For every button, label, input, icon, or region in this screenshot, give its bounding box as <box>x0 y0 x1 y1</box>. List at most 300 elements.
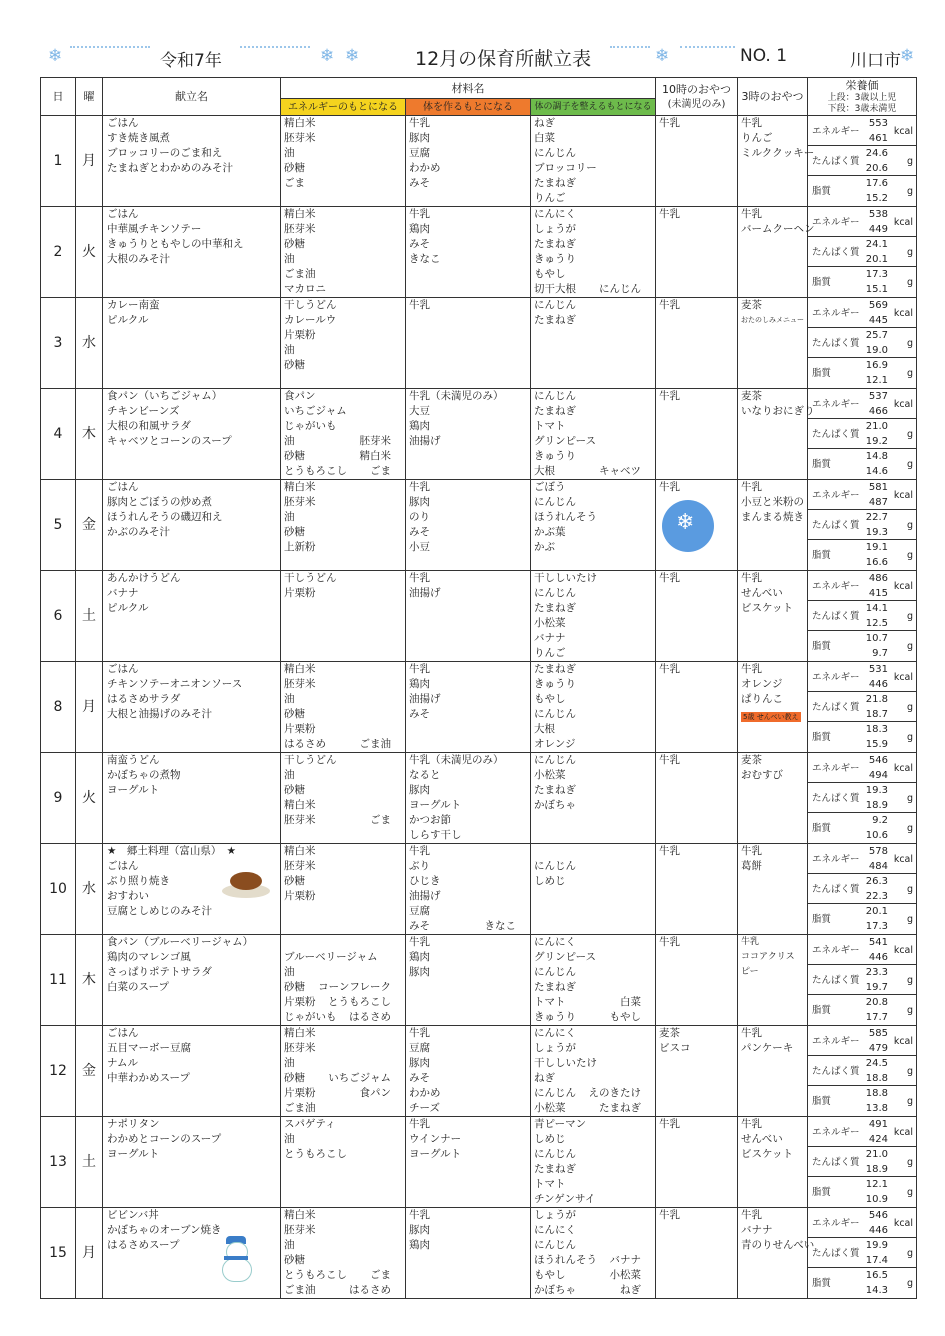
snack-10am <box>656 116 738 207</box>
menu-item: ナポリタン <box>107 1118 160 1130</box>
ingredient-item: 砂糖 <box>284 359 305 371</box>
table-row <box>41 480 917 571</box>
ingredient-item: 鶏肉 <box>409 420 430 432</box>
table-row <box>41 844 917 935</box>
nutrition-values <box>808 298 917 389</box>
ingredient-item: わかめ <box>409 162 441 174</box>
day-of-week: 月 <box>76 1208 103 1299</box>
value-under-3: 9.7 <box>872 648 889 659</box>
snack-item: 麦茶 <box>659 1027 681 1039</box>
nutrition-block <box>808 904 916 934</box>
nutrition-label: たんぱく質 <box>812 156 860 167</box>
snack-item: ココアクリス <box>741 952 795 962</box>
nutrition-block <box>808 146 916 176</box>
value-under-3: 17.7 <box>865 1012 889 1023</box>
value-3yr-plus: 491 <box>868 1119 889 1130</box>
snack-item: 牛乳 <box>741 937 760 947</box>
menu-names <box>103 207 281 298</box>
ingredient-item: しめじ <box>534 875 566 887</box>
table-row <box>41 207 917 298</box>
unit: g <box>906 1005 914 1016</box>
table-row <box>41 1208 917 1299</box>
nutrition-block <box>808 1238 916 1268</box>
nutrition-block <box>808 419 916 449</box>
snack-3pm <box>738 753 808 844</box>
value-3yr-plus: 17.3 <box>865 269 889 280</box>
value-3yr-plus: 18.8 <box>865 1088 889 1099</box>
day-number: 5 <box>41 480 76 571</box>
ingredient-item: 牛乳 <box>409 208 430 220</box>
ingredient-item: にんにく <box>534 208 576 220</box>
nutrition-label: エネルギー <box>812 1218 860 1229</box>
menu-names <box>103 298 281 389</box>
unit: g <box>906 550 914 561</box>
ingredient-item: 豚肉 <box>409 1224 430 1236</box>
body-ingredients <box>406 1208 531 1299</box>
value-under-3: 18.7 <box>865 709 889 720</box>
snack-item: せんべい <box>741 587 783 599</box>
value-3yr-plus: 578 <box>868 846 889 857</box>
snack-3pm <box>738 1117 808 1208</box>
dotted-divider <box>70 46 150 48</box>
value-under-3: 446 <box>868 952 889 963</box>
energy-ingredients <box>281 753 406 844</box>
menu-item: かぼちゃのオーブン焼き <box>107 1224 222 1236</box>
snack-item: 牛乳 <box>741 208 763 220</box>
nutrition-block <box>808 935 916 965</box>
ingredient-item: たまねぎ <box>534 405 576 417</box>
condition-ingredients <box>531 116 656 207</box>
menu-item: ヨーグルト <box>107 1148 160 1160</box>
unit: kcal <box>893 490 914 501</box>
nutrition-label: たんぱく質 <box>812 1248 860 1259</box>
snack-10am <box>656 662 738 753</box>
nutrition-label: 脂質 <box>812 1187 832 1198</box>
snack-item: バナナ <box>741 1224 773 1236</box>
menu-item: 白菜のスープ <box>107 981 169 993</box>
day-of-week: 木 <box>76 935 103 1026</box>
ingredient-item: 青ピーマン <box>534 1118 587 1130</box>
ingredient-item: 油 <box>284 344 295 356</box>
ingredient-item: たまねぎ <box>534 784 576 796</box>
unit: g <box>906 459 914 470</box>
nutrition-block <box>808 662 916 692</box>
unit: kcal <box>893 308 914 319</box>
snack-item: 牛乳 <box>659 481 681 493</box>
ingredient-item: たまねぎ <box>534 1163 576 1175</box>
ingredient-item: ごま <box>284 177 305 189</box>
value-under-3: 15.1 <box>865 284 889 295</box>
ingredient-item: きゅうり <box>534 678 576 690</box>
snack-item: ミルククッキー <box>741 147 815 159</box>
nutrition-block <box>808 995 916 1025</box>
ingredient-item: 砂糖 <box>284 162 305 174</box>
condition-ingredients <box>531 1026 656 1117</box>
ingredient-item: 胚芽米 <box>284 1042 316 1054</box>
value-3yr-plus: 553 <box>868 118 889 129</box>
menu-item: ビビンバ丼 <box>107 1209 159 1221</box>
snack-item: 葛餅 <box>741 860 763 872</box>
ingredient-item: かぶ葉 <box>534 526 566 538</box>
nutrition-block <box>808 753 916 783</box>
table-row <box>41 1026 917 1117</box>
snack-item: 牛乳 <box>741 663 763 675</box>
ingredient-item: 鶏肉 <box>409 223 430 235</box>
unit: kcal <box>893 763 914 774</box>
buri-dish-icon <box>222 868 270 900</box>
unit: kcal <box>893 672 914 683</box>
menu-item: 大根の和風サラダ <box>107 420 191 432</box>
snack-item: せんべい <box>741 1133 783 1145</box>
table-row <box>41 389 917 480</box>
nutrition-label: たんぱく質 <box>812 975 860 986</box>
menu-item: ピルクル <box>107 314 149 326</box>
nutrition-values <box>808 662 917 753</box>
ingredient-item: 食パン <box>284 390 316 402</box>
value-3yr-plus: 569 <box>868 300 889 311</box>
energy-ingredients <box>281 1117 406 1208</box>
menu-table <box>40 77 917 1299</box>
unit: g <box>906 1187 914 1198</box>
menu-names <box>103 1117 281 1208</box>
nutrition-block <box>808 571 916 601</box>
value-3yr-plus: 24.6 <box>865 148 889 159</box>
ingredient-item: 胚芽米 <box>284 223 316 235</box>
value-under-3: 14.3 <box>865 1285 889 1296</box>
value-under-3: 415 <box>868 588 889 599</box>
snack-item: おたのしみメニュー <box>741 316 805 324</box>
snack-item: まんまる焼き <box>741 511 805 523</box>
ingredient-item: 豆腐 <box>409 1042 430 1054</box>
value-under-3: 15.9 <box>865 739 889 750</box>
snack-item: 牛乳 <box>741 481 763 493</box>
ingredient-item: 油揚げ <box>409 693 441 705</box>
ingredient-item: きなこ <box>409 253 441 265</box>
ingredient-item: にんじん <box>534 1148 576 1160</box>
ingredient-item: 牛乳 <box>409 299 430 311</box>
col-ingredients: 材料名 <box>281 78 656 99</box>
nutrition-label: たんぱく質 <box>812 702 860 713</box>
menu-item: きゅうりともやしの中華和え <box>107 238 244 250</box>
ingredient-item: きゅうり もやし <box>534 1011 642 1023</box>
menu-item: 豚肉とごぼうの炒め煮 <box>107 496 212 508</box>
ingredient-item: 胚芽米 <box>284 678 316 690</box>
snack-item: ビスコ <box>659 1042 691 1054</box>
unit: g <box>906 429 914 440</box>
nutrition-label: たんぱく質 <box>812 520 860 531</box>
nutrition-label: 脂質 <box>812 368 832 379</box>
ingredient-item: 精白米 <box>284 1027 316 1039</box>
ingredient-item: ヨーグルト <box>409 799 462 811</box>
day-of-week: 火 <box>76 753 103 844</box>
ingredient-item: トマト <box>534 420 566 432</box>
dotted-divider <box>610 46 650 48</box>
menu-item: ヨーグルト <box>107 784 160 796</box>
snack-item: 牛乳 <box>659 299 681 311</box>
ingredient-item: みそ <box>409 526 430 538</box>
menu-names <box>103 662 281 753</box>
energy-ingredients <box>281 298 406 389</box>
energy-ingredients <box>281 571 406 662</box>
menu-names <box>103 389 281 480</box>
ingredient-item: りんご <box>534 647 566 659</box>
snack-item: 青のりせんべい <box>741 1239 815 1251</box>
value-under-3: 19.3 <box>865 527 889 538</box>
menu-item: 大根のみそ汁 <box>107 253 170 265</box>
nutrition-label: エネルギー <box>812 1036 860 1047</box>
page-header <box>40 40 920 76</box>
menu-item: ごはん <box>107 663 139 675</box>
condition-label: 体の調子を整えるもとになる <box>531 99 656 116</box>
menu-item: ★ 郷土料理（富山県） ★ <box>107 845 237 857</box>
condition-ingredients <box>531 753 656 844</box>
nutrition-label: 脂質 <box>812 550 832 561</box>
value-3yr-plus: 18.3 <box>865 724 889 735</box>
ingredient-item: ヨーグルト <box>409 1148 462 1160</box>
day-of-week: 木 <box>76 389 103 480</box>
menu-item: おすわい <box>107 890 149 902</box>
ingredient-item: 切干大根 にんじん <box>534 283 642 295</box>
ingredient-item: 精白米 <box>284 208 316 220</box>
menu-item: ごはん <box>107 117 139 129</box>
ingredient-item: たまねぎ <box>534 663 576 675</box>
snack-item: オレンジ <box>741 678 783 690</box>
value-under-3: 18.9 <box>865 800 889 811</box>
ingredient-item: 大豆 <box>409 405 430 417</box>
ingredient-item: 干しうどん <box>284 299 337 311</box>
snack-item: 牛乳 <box>659 845 681 857</box>
condition-ingredients <box>531 389 656 480</box>
ingredient-item: たまねぎ <box>534 238 576 250</box>
snowflake-icon: ❄ <box>320 46 335 66</box>
menu-item: あんかけうどん <box>107 572 181 584</box>
day-number: 3 <box>41 298 76 389</box>
day-of-week: 土 <box>76 571 103 662</box>
snowman-icon <box>218 1236 254 1280</box>
snack-3pm <box>738 571 808 662</box>
ingredient-item: にんじん えのきたけ <box>534 1087 642 1099</box>
unit: kcal <box>893 1127 914 1138</box>
menu-names <box>103 571 281 662</box>
nutrition-block <box>808 540 916 570</box>
value-3yr-plus: 21.0 <box>865 421 889 432</box>
ingredient-item: 牛乳 <box>409 845 430 857</box>
body-ingredients <box>406 298 531 389</box>
ingredient-item: とうもろこし ごま <box>284 465 391 477</box>
nutrition-block <box>808 874 916 904</box>
ingredient-item: オレンジ <box>534 738 576 750</box>
ingredient-item: 干ししいたけ <box>534 1057 597 1069</box>
ingredient-item: にんじん <box>534 1239 576 1251</box>
unit: g <box>906 793 914 804</box>
unit: g <box>906 277 914 288</box>
snack-item: ピー <box>741 967 759 977</box>
col-nutrition: 栄養価 上段：3歳以上児 下段：3歳未満児 <box>808 78 917 116</box>
ingredient-item: かぶ <box>534 541 555 553</box>
ingredient-item: 干しうどん <box>284 754 337 766</box>
menu-item: カレー南蛮 <box>107 299 160 311</box>
ingredient-item: 鶏肉 <box>409 951 430 963</box>
ingredient-item: 白菜 <box>534 132 555 144</box>
snack-item: 牛乳 <box>659 117 681 129</box>
nutrition-label: エネルギー <box>812 945 860 956</box>
ingredient-item: もやし <box>534 693 566 705</box>
ingredient-item: 精白米 <box>284 481 316 493</box>
ingredient-item: 精白米 <box>284 799 316 811</box>
snowflake-icon: ❄ <box>900 46 915 66</box>
day-of-week: 月 <box>76 662 103 753</box>
ingredient-item: ブルーベリージャム <box>284 951 378 963</box>
ingredient-item: スパゲティ <box>284 1118 336 1130</box>
nutrition-block <box>808 722 916 752</box>
menu-item: バナナ <box>107 587 139 599</box>
snack-item: ぱりんこ <box>741 693 784 705</box>
era-label: 令和7年 <box>160 51 222 71</box>
nutrition-values <box>808 207 917 298</box>
menu-item: 鶏肉のマレンゴ風 <box>107 951 191 963</box>
value-under-3: 484 <box>868 861 889 872</box>
snack-item: 牛乳 <box>659 208 681 220</box>
snack-10am <box>656 298 738 389</box>
energy-ingredients <box>281 844 406 935</box>
ingredient-item: 油 <box>284 1133 295 1145</box>
menu-item: さっぱりポテトサラダ <box>107 966 212 978</box>
menu-item: チキンソテーオニオンソース <box>107 678 243 690</box>
condition-ingredients <box>531 662 656 753</box>
menu-item: ごはん <box>107 1027 139 1039</box>
snack-10am <box>656 1026 738 1117</box>
ingredient-item: みそ <box>409 238 430 250</box>
value-under-3: 20.1 <box>865 254 889 265</box>
ingredient-item: 油 <box>284 1239 295 1251</box>
nutrition-block <box>808 1208 916 1238</box>
ingredient-item: 油 胚芽米 <box>284 435 391 447</box>
ingredient-item: 砂糖 <box>284 526 305 538</box>
ingredient-item: グリンピース <box>534 435 597 447</box>
nutrition-label: エネルギー <box>812 217 860 228</box>
menu-item: ごはん <box>107 208 139 220</box>
condition-ingredients <box>531 207 656 298</box>
snack-item: 牛乳 <box>741 1027 763 1039</box>
ingredient-item: 砂糖 <box>284 708 305 720</box>
menu-item: ぶり照り焼き <box>107 875 170 887</box>
day-number: 12 <box>41 1026 76 1117</box>
ingredient-item: 牛乳 <box>409 1118 430 1130</box>
nutrition-label: エネルギー <box>812 308 860 319</box>
value-under-3: 461 <box>868 133 889 144</box>
ingredient-item: じゃがいも はるさめ <box>284 1011 391 1023</box>
energy-ingredients <box>281 480 406 571</box>
snack-item: りんご <box>741 132 773 144</box>
table-row <box>41 571 917 662</box>
ingredient-item: わかめ <box>409 1087 441 1099</box>
snack-item: 牛乳 <box>741 117 763 129</box>
snack-10am <box>656 1208 738 1299</box>
value-under-3: 22.3 <box>865 891 889 902</box>
unit: kcal <box>893 217 914 228</box>
snack-3pm <box>738 298 808 389</box>
unit: g <box>906 1096 914 1107</box>
nutrition-block <box>808 267 916 297</box>
nutrition-values <box>808 571 917 662</box>
value-under-3: 20.6 <box>865 163 889 174</box>
ingredient-item: とうもろこし <box>284 1148 347 1160</box>
nutrition-label: エネルギー <box>812 126 860 137</box>
unit: kcal <box>893 581 914 592</box>
condition-ingredients <box>531 1208 656 1299</box>
ingredient-item: ほうれんそう <box>534 511 597 523</box>
ingredient-item: きゅうり <box>534 253 576 265</box>
ingredient-item: 砂糖 精白米 <box>284 450 391 462</box>
value-under-3: 449 <box>868 224 889 235</box>
nutrition-label: 脂質 <box>812 1096 832 1107</box>
ingredient-item: 牛乳 <box>409 663 430 675</box>
value-under-3: 424 <box>868 1134 889 1145</box>
ingredient-item: チーズ <box>409 1102 440 1114</box>
ingredient-item: たまねぎ <box>534 314 576 326</box>
day-of-week: 土 <box>76 1117 103 1208</box>
ingredient-item: いちごジャム <box>284 405 347 417</box>
nutrition-block <box>808 631 916 661</box>
unit: g <box>906 975 914 986</box>
nutrition-values <box>808 116 917 207</box>
nutrition-label: 脂質 <box>812 1005 832 1016</box>
ingredient-item: 牛乳 <box>409 572 430 584</box>
value-under-3: 466 <box>868 406 889 417</box>
value-3yr-plus: 585 <box>868 1028 889 1039</box>
ingredient-item: みそ <box>409 177 430 189</box>
snack-3pm <box>738 207 815 298</box>
snack-10am <box>656 571 738 662</box>
body-ingredients <box>406 207 531 298</box>
value-3yr-plus: 20.8 <box>865 997 889 1008</box>
menu-names <box>103 116 281 207</box>
ingredient-item: みそ <box>409 1072 430 1084</box>
value-under-3: 10.9 <box>865 1194 889 1205</box>
value-under-3: 18.8 <box>865 1073 889 1084</box>
ingredient-item: 干ししいたけ <box>534 572 597 584</box>
energy-ingredients <box>281 662 406 753</box>
ingredient-item: しょうが <box>534 1042 576 1054</box>
ingredient-item: 砂糖 <box>284 1254 305 1266</box>
ingredient-item: にんじん <box>534 299 576 311</box>
energy-ingredients <box>281 1208 406 1299</box>
value-3yr-plus: 25.7 <box>865 330 889 341</box>
value-under-3: 17.3 <box>865 921 889 932</box>
menu-item: ごはん <box>107 860 139 872</box>
ingredient-item: 小豆 <box>409 541 430 553</box>
snack-item: 牛乳 <box>659 572 681 584</box>
condition-ingredients <box>531 298 656 389</box>
snack-10am <box>656 1117 738 1208</box>
ingredient-item: 砂糖 <box>284 784 305 796</box>
day-of-week: 金 <box>76 1026 103 1117</box>
menu-item: 中華わかめスープ <box>107 1072 190 1084</box>
energy-ingredients <box>281 116 406 207</box>
nutrition-block <box>808 298 916 328</box>
ingredient-item: 油 <box>284 147 295 159</box>
unit: kcal <box>893 1218 914 1229</box>
day-of-week: 月 <box>76 116 103 207</box>
value-3yr-plus: 486 <box>868 573 889 584</box>
ingredient-item: 豆腐 <box>409 905 430 917</box>
body-ingredients <box>406 571 531 662</box>
ingredient-item: 豚肉 <box>409 496 430 508</box>
ingredient-item: 精白米 <box>284 663 316 675</box>
table-row <box>41 662 917 753</box>
ingredient-item: 小松菜 たまねぎ <box>534 1102 642 1114</box>
nutrition-block <box>808 449 916 479</box>
